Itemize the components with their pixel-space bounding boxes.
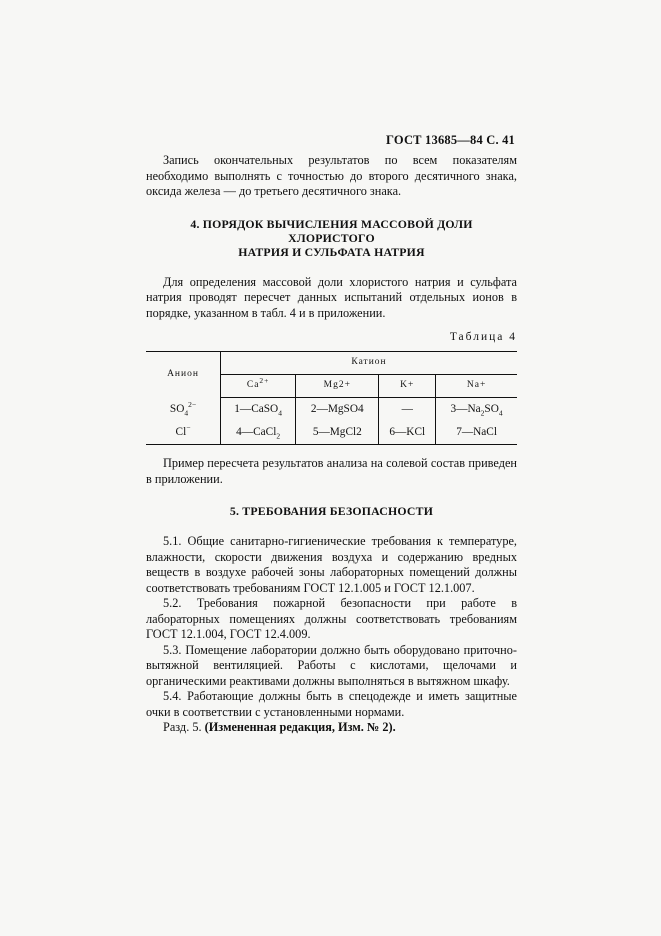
table-cell: $3—Na_2SO_4$ (450, 402, 503, 417)
section-5-title: 5. ТРЕБОВАНИЯ БЕЗОПАСНОСТИ (229, 504, 434, 518)
table-header-ca: $Ca^{2+}$ (221, 374, 296, 397)
intro-paragraph: Запись окончательных результатов по всем показателям необходимо выполнять с точностью до второго десятичного знака, оксида железа — до третьего десятичного знака. (146, 153, 517, 198)
table-cell: 7—NaCl (456, 425, 497, 438)
table-header-mg: Mg2+ (296, 374, 379, 397)
section-5-note: Разд. 5. (Измененная редакция, Изм. № 2). (163, 720, 396, 734)
section-5-item-2: 5.2. Требования пожарной безопасности при работе в лабораторных помещениях должны соответствовать требованиям ГОСТ 12.1.004, ГОСТ 12.4.009. (146, 596, 517, 641)
table-cell: 6—KCl (379, 421, 436, 445)
section-5-item-4: 5.4. Работающие должны быть в спецодежде и иметь защитные очки в соответствии с установленными нормами. (146, 689, 517, 719)
table-row (146, 398, 517, 422)
section-5-item-3: 5.3. Помещение лаборатории должно быть оборудовано приточно-вытяжной вентиляцией. Работы с кислотами, щелочами и органическими реактивами должны выполняться в вытяжном шкафу. (146, 642, 517, 688)
document-body (146, 153, 517, 736)
table-cell: 2—MgSO4 (296, 398, 379, 422)
section-5-note-bold: (Измененная редакция, Изм. № 2). (204, 720, 396, 734)
anion-cell: $SO_4^{2-}$ (146, 398, 221, 422)
table-header-anion: Анион (146, 351, 221, 398)
anion-cell: Cl− (146, 421, 221, 445)
table-header-cation: Катион (221, 351, 518, 374)
after-table-paragraph: Пример пересчета результатов анализа на солевой состав приведен в приложении. (146, 456, 517, 486)
section-4-title-line1: 4. ПОРЯДОК ВЫЧИСЛЕНИЯ МАССОВОЙ ДОЛИ ХЛОРИСТОГО (190, 216, 473, 245)
table-caption: Таблица 4 (449, 331, 517, 343)
section-4-title-line2: НАТРИЯ И СУЛЬФАТА НАТРИЯ (238, 244, 425, 259)
table-cell: 1—CaSO$_4$ (221, 398, 296, 422)
section-4-paragraph: Для определения массовой доли хлористого натрия и сульфата натрия проводят пересчет данных испытаний отдельных ионов в порядке, указанном в табл. 4 и в приложении. (146, 274, 517, 320)
section-5-item-1: 5.1. Общие санитарно-гигиенические требования к температуре, влажности, скорости движения воздуха и содержанию вредных веществ в воздухе рабочей зоны лабораторных помещений должны соответствовать требованиям ГОСТ 12.1.005 и ГОСТ 12.1.007. (146, 534, 517, 595)
section-4-title (146, 217, 517, 259)
table-row (146, 421, 517, 445)
page-header: ГОСТ 13685—84 С. 41 (386, 133, 515, 147)
table-4 (146, 351, 517, 446)
table-cell: — (379, 398, 436, 422)
table-cell: 4—CaCl$_2$ (221, 421, 296, 445)
table-header-na: Na+ (436, 374, 517, 397)
table-cell: 5—MgCl2 (296, 421, 379, 445)
table-header-k: K+ (379, 374, 436, 397)
